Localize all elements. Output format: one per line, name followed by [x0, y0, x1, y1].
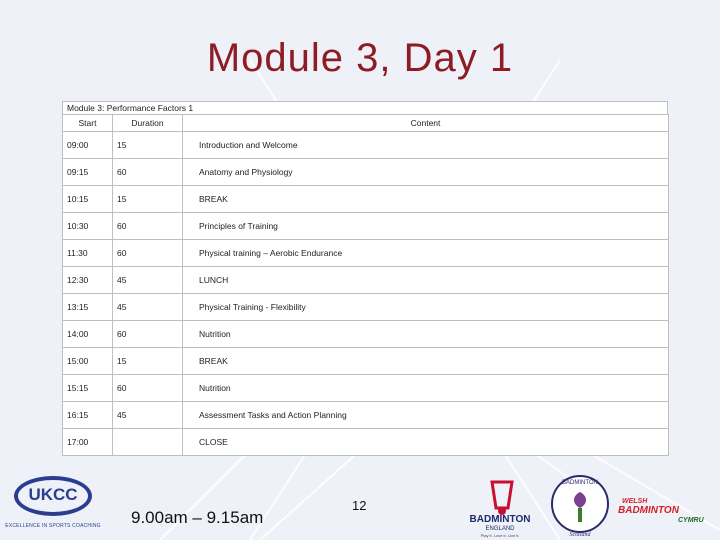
duration-cell: 45: [113, 294, 183, 321]
table-row: [63, 159, 669, 186]
table-row: [63, 429, 669, 456]
content-cell: BREAK: [183, 348, 669, 375]
badminton-scotland-logo: [548, 472, 612, 540]
header-duration: Duration: [113, 115, 183, 132]
table-row: [63, 240, 669, 267]
content-cell: Physical training – Aerobic Endurance: [183, 240, 669, 267]
start-cell: 10:15: [63, 186, 113, 213]
content-cell: BREAK: [183, 186, 669, 213]
table-row: [63, 294, 669, 321]
table-row: [63, 186, 669, 213]
wales-line1: WELSH: [622, 498, 648, 505]
badminton-england-logo: [452, 478, 548, 538]
duration-cell: 15: [113, 132, 183, 159]
start-cell: 15:15: [63, 375, 113, 402]
england-name: BADMINTON: [469, 514, 531, 525]
ukcc-name: UKCC: [28, 485, 78, 504]
start-cell: 15:00: [63, 348, 113, 375]
start-cell: 17:00: [63, 429, 113, 456]
scotland-sub: Scotland: [569, 532, 591, 538]
wales-line3: CYMRU: [678, 517, 704, 524]
start-cell: 09:00: [63, 132, 113, 159]
page-number: 12: [352, 498, 367, 513]
table-row: [63, 402, 669, 429]
start-cell: 14:00: [63, 321, 113, 348]
content-cell: Anatomy and Physiology: [183, 159, 669, 186]
content-cell: LUNCH: [183, 267, 669, 294]
duration-cell: 60: [113, 159, 183, 186]
slide-title: Module 3, Day 1: [206, 36, 514, 80]
ukcc-logo: [4, 476, 102, 536]
duration-cell: 15: [113, 186, 183, 213]
content-cell: CLOSE: [183, 429, 669, 456]
scotland-name: BADMINTON: [562, 480, 598, 486]
ukcc-tagline: EXCELLENCE IN SPORTS COACHING: [5, 523, 101, 529]
table-row: [63, 132, 669, 159]
header-content: Content: [183, 115, 669, 132]
england-sub: ENGLAND: [485, 526, 515, 532]
content-cell: Nutrition: [183, 375, 669, 402]
start-cell: 12:30: [63, 267, 113, 294]
content-cell: Assessment Tasks and Action Planning: [183, 402, 669, 429]
start-cell: 09:15: [63, 159, 113, 186]
table-row: [63, 321, 669, 348]
header-row: [63, 115, 669, 132]
table-row: [63, 375, 669, 402]
table-heading: Module 3: Performance Factors 1: [62, 101, 668, 114]
shuttlecock-icon: [492, 482, 512, 508]
content-cell: Nutrition: [183, 321, 669, 348]
content-cell: Principles of Training: [183, 213, 669, 240]
duration-cell: 45: [113, 402, 183, 429]
table-row: [63, 267, 669, 294]
wales-line2: BADMINTON: [618, 505, 679, 516]
duration-cell: 15: [113, 348, 183, 375]
welsh-badminton-logo: [616, 494, 716, 524]
content-cell: Introduction and Welcome: [183, 132, 669, 159]
start-cell: 11:30: [63, 240, 113, 267]
table-row: [63, 348, 669, 375]
duration-cell: 45: [113, 267, 183, 294]
content-cell: Physical Training - Flexibility: [183, 294, 669, 321]
duration-cell: 60: [113, 321, 183, 348]
duration-cell: 60: [113, 375, 183, 402]
duration-cell: [113, 429, 183, 456]
start-cell: 16:15: [63, 402, 113, 429]
time-range: 9.00am – 9.15am: [131, 508, 264, 527]
start-cell: 13:15: [63, 294, 113, 321]
duration-cell: 60: [113, 213, 183, 240]
england-tag: Play it. Love it. Live it.: [480, 533, 520, 538]
duration-cell: 60: [113, 240, 183, 267]
schedule-table: [62, 101, 668, 456]
header-start: Start: [63, 115, 113, 132]
table-row: [63, 213, 669, 240]
start-cell: 10:30: [63, 213, 113, 240]
